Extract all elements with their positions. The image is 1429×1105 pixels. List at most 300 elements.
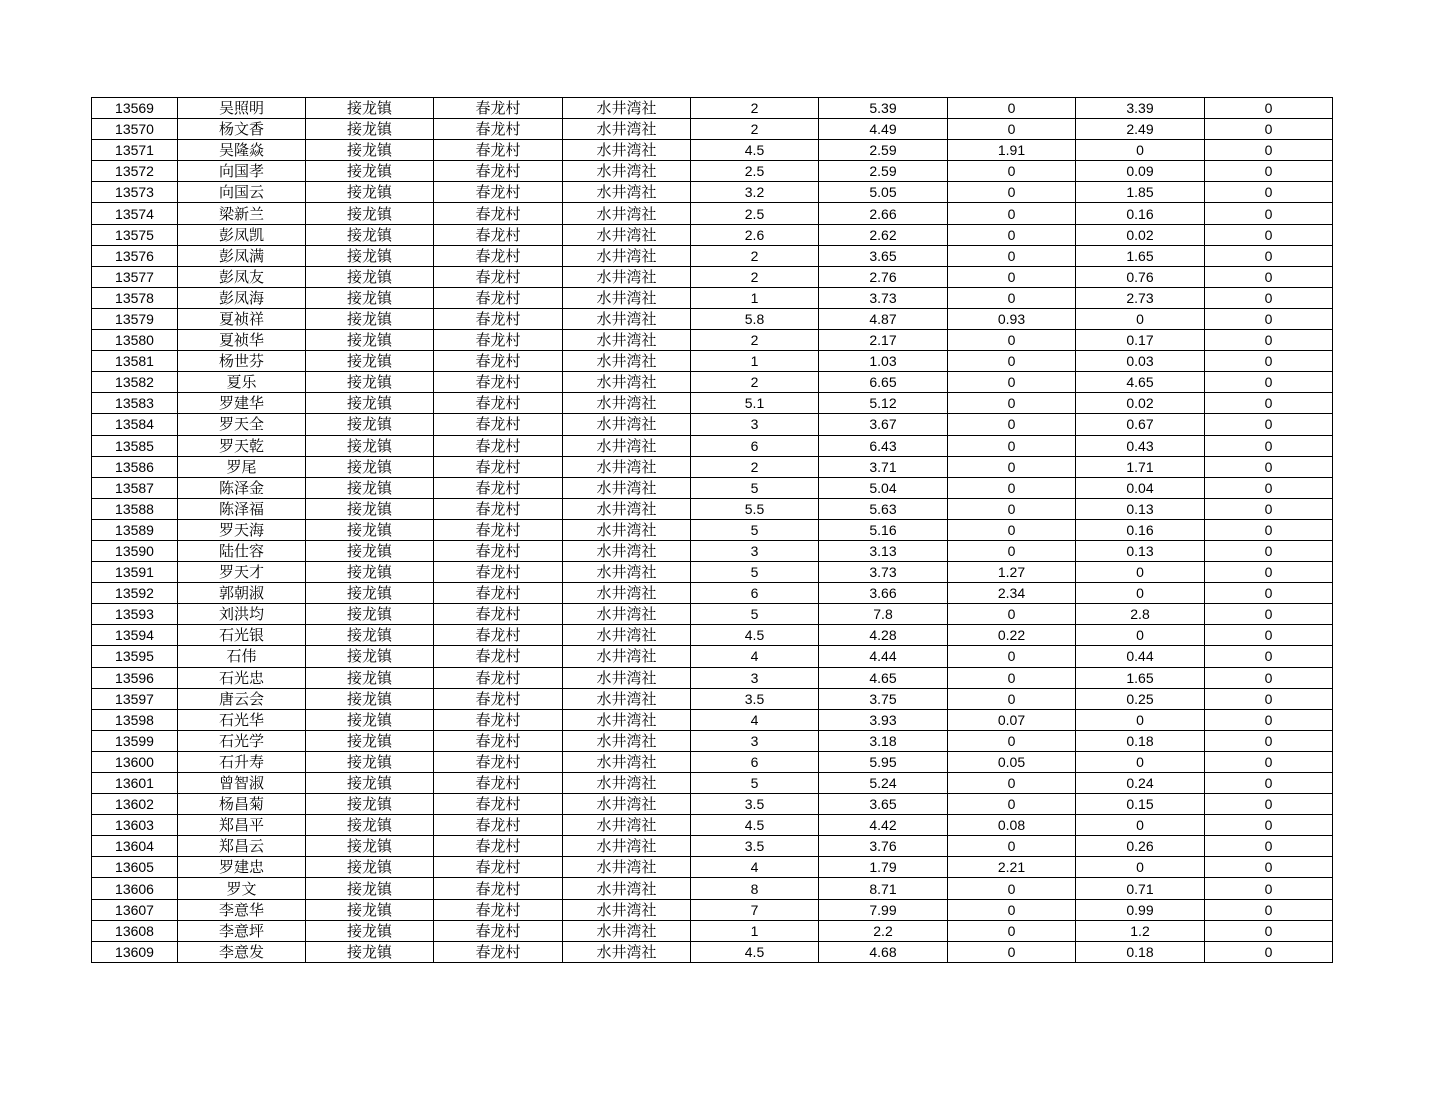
- village-cell: 春龙村: [434, 941, 563, 962]
- table-row: [92, 477, 1333, 498]
- value-2-cell: 2.59: [819, 140, 948, 161]
- value-1-cell: 2: [691, 330, 819, 351]
- village-cell: 春龙村: [434, 667, 563, 688]
- value-4-cell: 0: [1076, 857, 1205, 878]
- table-row: [92, 393, 1333, 414]
- name-cell: 石光银: [178, 625, 306, 646]
- value-2-cell: 6.65: [819, 372, 948, 393]
- group-cell: 水井湾社: [563, 182, 691, 203]
- value-1-cell: 5: [691, 477, 819, 498]
- value-4-cell: 0.17: [1076, 330, 1205, 351]
- name-cell: 彭凤海: [178, 287, 306, 308]
- record-id-cell: 13591: [92, 562, 178, 583]
- record-id-cell: 13603: [92, 815, 178, 836]
- village-cell: 春龙村: [434, 709, 563, 730]
- village-cell: 春龙村: [434, 456, 563, 477]
- town-cell: 接龙镇: [306, 351, 434, 372]
- village-cell: 春龙村: [434, 287, 563, 308]
- value-3-cell: 0: [948, 540, 1076, 561]
- value-3-cell: 0: [948, 98, 1076, 119]
- value-4-cell: 1.2: [1076, 920, 1205, 941]
- value-3-cell: 0: [948, 435, 1076, 456]
- name-cell: 杨文香: [178, 119, 306, 140]
- village-cell: 春龙村: [434, 519, 563, 540]
- group-cell: 水井湾社: [563, 330, 691, 351]
- town-cell: 接龙镇: [306, 98, 434, 119]
- value-2-cell: 3.76: [819, 836, 948, 857]
- town-cell: 接龙镇: [306, 224, 434, 245]
- name-cell: 石光学: [178, 730, 306, 751]
- value-1-cell: 3: [691, 414, 819, 435]
- table-row: [92, 287, 1333, 308]
- name-cell: 彭凤友: [178, 266, 306, 287]
- town-cell: 接龙镇: [306, 435, 434, 456]
- name-cell: 李意坪: [178, 920, 306, 941]
- value-2-cell: 3.75: [819, 688, 948, 709]
- value-2-cell: 6.43: [819, 435, 948, 456]
- value-4-cell: 0.02: [1076, 393, 1205, 414]
- value-3-cell: 0: [948, 773, 1076, 794]
- town-cell: 接龙镇: [306, 266, 434, 287]
- value-5-cell: 0: [1205, 562, 1333, 583]
- value-5-cell: 0: [1205, 98, 1333, 119]
- value-3-cell: 0: [948, 330, 1076, 351]
- record-id-cell: 13573: [92, 182, 178, 203]
- town-cell: 接龙镇: [306, 393, 434, 414]
- value-1-cell: 5.8: [691, 308, 819, 329]
- record-id-cell: 13598: [92, 709, 178, 730]
- record-id-cell: 13605: [92, 857, 178, 878]
- group-cell: 水井湾社: [563, 372, 691, 393]
- value-1-cell: 5.5: [691, 498, 819, 519]
- value-1-cell: 4.5: [691, 625, 819, 646]
- village-cell: 春龙村: [434, 266, 563, 287]
- village-cell: 春龙村: [434, 562, 563, 583]
- town-cell: 接龙镇: [306, 498, 434, 519]
- value-1-cell: 1: [691, 287, 819, 308]
- village-cell: 春龙村: [434, 815, 563, 836]
- value-3-cell: 0: [948, 393, 1076, 414]
- record-id-cell: 13592: [92, 583, 178, 604]
- record-id-cell: 13601: [92, 773, 178, 794]
- value-2-cell: 2.2: [819, 920, 948, 941]
- value-2-cell: 2.62: [819, 224, 948, 245]
- record-id-cell: 13570: [92, 119, 178, 140]
- table-row: [92, 435, 1333, 456]
- group-cell: 水井湾社: [563, 688, 691, 709]
- name-cell: 吴照明: [178, 98, 306, 119]
- value-4-cell: 0.16: [1076, 203, 1205, 224]
- group-cell: 水井湾社: [563, 878, 691, 899]
- record-id-cell: 13584: [92, 414, 178, 435]
- value-3-cell: 0: [948, 646, 1076, 667]
- value-3-cell: 0: [948, 498, 1076, 519]
- value-2-cell: 3.18: [819, 730, 948, 751]
- value-1-cell: 3: [691, 730, 819, 751]
- group-cell: 水井湾社: [563, 266, 691, 287]
- value-3-cell: 0: [948, 351, 1076, 372]
- name-cell: 李意发: [178, 941, 306, 962]
- value-1-cell: 5: [691, 773, 819, 794]
- value-1-cell: 2: [691, 372, 819, 393]
- value-3-cell: 1.91: [948, 140, 1076, 161]
- village-cell: 春龙村: [434, 540, 563, 561]
- value-3-cell: 0: [948, 287, 1076, 308]
- group-cell: 水井湾社: [563, 583, 691, 604]
- table-row: [92, 224, 1333, 245]
- table-row: [92, 308, 1333, 329]
- name-cell: 郭朝淑: [178, 583, 306, 604]
- value-4-cell: 1.65: [1076, 667, 1205, 688]
- name-cell: 杨世芬: [178, 351, 306, 372]
- value-4-cell: 0.13: [1076, 498, 1205, 519]
- value-2-cell: 2.17: [819, 330, 948, 351]
- table-row: [92, 330, 1333, 351]
- value-5-cell: 0: [1205, 351, 1333, 372]
- table-row: [92, 498, 1333, 519]
- value-4-cell: 2.49: [1076, 119, 1205, 140]
- value-4-cell: 4.65: [1076, 372, 1205, 393]
- village-cell: 春龙村: [434, 351, 563, 372]
- value-4-cell: 0.43: [1076, 435, 1205, 456]
- value-5-cell: 0: [1205, 857, 1333, 878]
- table-row: [92, 519, 1333, 540]
- village-cell: 春龙村: [434, 330, 563, 351]
- town-cell: 接龙镇: [306, 203, 434, 224]
- table-row: [92, 119, 1333, 140]
- value-5-cell: 0: [1205, 372, 1333, 393]
- name-cell: 夏乐: [178, 372, 306, 393]
- town-cell: 接龙镇: [306, 330, 434, 351]
- value-3-cell: 0: [948, 794, 1076, 815]
- village-cell: 春龙村: [434, 119, 563, 140]
- group-cell: 水井湾社: [563, 540, 691, 561]
- value-1-cell: 2: [691, 245, 819, 266]
- table-row: [92, 836, 1333, 857]
- value-5-cell: 0: [1205, 393, 1333, 414]
- group-cell: 水井湾社: [563, 287, 691, 308]
- value-3-cell: 0: [948, 899, 1076, 920]
- value-3-cell: 0: [948, 836, 1076, 857]
- record-id-cell: 13569: [92, 98, 178, 119]
- record-id-cell: 13579: [92, 308, 178, 329]
- record-id-cell: 13608: [92, 920, 178, 941]
- town-cell: 接龙镇: [306, 119, 434, 140]
- table-row: [92, 182, 1333, 203]
- value-1-cell: 2: [691, 456, 819, 477]
- value-4-cell: 0.24: [1076, 773, 1205, 794]
- town-cell: 接龙镇: [306, 519, 434, 540]
- name-cell: 刘洪均: [178, 604, 306, 625]
- table-row: [92, 709, 1333, 730]
- value-1-cell: 7: [691, 899, 819, 920]
- value-2-cell: 4.68: [819, 941, 948, 962]
- value-5-cell: 0: [1205, 266, 1333, 287]
- value-4-cell: 1.71: [1076, 456, 1205, 477]
- value-2-cell: 5.24: [819, 773, 948, 794]
- village-cell: 春龙村: [434, 414, 563, 435]
- value-3-cell: 0.22: [948, 625, 1076, 646]
- value-4-cell: 0.71: [1076, 878, 1205, 899]
- value-5-cell: 0: [1205, 773, 1333, 794]
- village-cell: 春龙村: [434, 435, 563, 456]
- town-cell: 接龙镇: [306, 920, 434, 941]
- village-cell: 春龙村: [434, 857, 563, 878]
- group-cell: 水井湾社: [563, 899, 691, 920]
- record-id-cell: 13580: [92, 330, 178, 351]
- table-row: [92, 98, 1333, 119]
- village-cell: 春龙村: [434, 98, 563, 119]
- table-row: [92, 456, 1333, 477]
- value-1-cell: 6: [691, 583, 819, 604]
- record-id-cell: 13586: [92, 456, 178, 477]
- town-cell: 接龙镇: [306, 604, 434, 625]
- record-id-cell: 13602: [92, 794, 178, 815]
- value-3-cell: 1.27: [948, 562, 1076, 583]
- value-5-cell: 0: [1205, 688, 1333, 709]
- village-cell: 春龙村: [434, 140, 563, 161]
- value-3-cell: 0.93: [948, 308, 1076, 329]
- value-4-cell: 0: [1076, 709, 1205, 730]
- table-row: [92, 878, 1333, 899]
- value-5-cell: 0: [1205, 414, 1333, 435]
- value-4-cell: 0: [1076, 583, 1205, 604]
- value-4-cell: 0.18: [1076, 941, 1205, 962]
- name-cell: 陈泽福: [178, 498, 306, 519]
- record-id-cell: 13588: [92, 498, 178, 519]
- village-cell: 春龙村: [434, 583, 563, 604]
- value-4-cell: 0.25: [1076, 688, 1205, 709]
- name-cell: 吴隆焱: [178, 140, 306, 161]
- name-cell: 郑昌云: [178, 836, 306, 857]
- name-cell: 向国孝: [178, 161, 306, 182]
- town-cell: 接龙镇: [306, 667, 434, 688]
- value-4-cell: 0.09: [1076, 161, 1205, 182]
- value-2-cell: 5.16: [819, 519, 948, 540]
- value-1-cell: 4: [691, 857, 819, 878]
- value-2-cell: 3.71: [819, 456, 948, 477]
- group-cell: 水井湾社: [563, 519, 691, 540]
- value-1-cell: 2: [691, 98, 819, 119]
- value-3-cell: 0: [948, 941, 1076, 962]
- value-1-cell: 1: [691, 920, 819, 941]
- value-5-cell: 0: [1205, 941, 1333, 962]
- value-2-cell: 4.42: [819, 815, 948, 836]
- table-row: [92, 794, 1333, 815]
- town-cell: 接龙镇: [306, 646, 434, 667]
- village-cell: 春龙村: [434, 751, 563, 772]
- value-1-cell: 4: [691, 709, 819, 730]
- name-cell: 罗尾: [178, 456, 306, 477]
- value-5-cell: 0: [1205, 519, 1333, 540]
- record-id-cell: 13582: [92, 372, 178, 393]
- value-5-cell: 0: [1205, 224, 1333, 245]
- value-2-cell: 3.67: [819, 414, 948, 435]
- group-cell: 水井湾社: [563, 224, 691, 245]
- name-cell: 杨昌菊: [178, 794, 306, 815]
- name-cell: 彭凤满: [178, 245, 306, 266]
- record-id-cell: 13596: [92, 667, 178, 688]
- value-1-cell: 2: [691, 266, 819, 287]
- value-4-cell: 0: [1076, 815, 1205, 836]
- table-row: [92, 583, 1333, 604]
- value-1-cell: 4.5: [691, 941, 819, 962]
- village-cell: 春龙村: [434, 182, 563, 203]
- town-cell: 接龙镇: [306, 140, 434, 161]
- record-id-cell: 13589: [92, 519, 178, 540]
- value-5-cell: 0: [1205, 815, 1333, 836]
- value-5-cell: 0: [1205, 899, 1333, 920]
- value-1-cell: 3.5: [691, 794, 819, 815]
- value-4-cell: 0.67: [1076, 414, 1205, 435]
- value-4-cell: 0.16: [1076, 519, 1205, 540]
- table-row: [92, 245, 1333, 266]
- value-5-cell: 0: [1205, 140, 1333, 161]
- name-cell: 石升寿: [178, 751, 306, 772]
- record-id-cell: 13574: [92, 203, 178, 224]
- table-row: [92, 857, 1333, 878]
- town-cell: 接龙镇: [306, 773, 434, 794]
- group-cell: 水井湾社: [563, 140, 691, 161]
- value-4-cell: 0: [1076, 140, 1205, 161]
- record-id-cell: 13571: [92, 140, 178, 161]
- record-id-cell: 13607: [92, 899, 178, 920]
- group-cell: 水井湾社: [563, 751, 691, 772]
- value-3-cell: 0: [948, 604, 1076, 625]
- name-cell: 石伟: [178, 646, 306, 667]
- value-1-cell: 5: [691, 562, 819, 583]
- record-id-cell: 13578: [92, 287, 178, 308]
- village-cell: 春龙村: [434, 920, 563, 941]
- village-cell: 春龙村: [434, 203, 563, 224]
- value-4-cell: 0.26: [1076, 836, 1205, 857]
- table-row: [92, 920, 1333, 941]
- village-cell: 春龙村: [434, 773, 563, 794]
- value-3-cell: 0.05: [948, 751, 1076, 772]
- value-1-cell: 1: [691, 351, 819, 372]
- town-cell: 接龙镇: [306, 456, 434, 477]
- value-1-cell: 6: [691, 435, 819, 456]
- value-4-cell: 0: [1076, 562, 1205, 583]
- table-row: [92, 540, 1333, 561]
- value-3-cell: 0: [948, 878, 1076, 899]
- value-2-cell: 3.65: [819, 245, 948, 266]
- group-cell: 水井湾社: [563, 709, 691, 730]
- value-5-cell: 0: [1205, 540, 1333, 561]
- value-2-cell: 4.65: [819, 667, 948, 688]
- value-1-cell: 2.6: [691, 224, 819, 245]
- table-row: [92, 899, 1333, 920]
- table-row: [92, 667, 1333, 688]
- village-cell: 春龙村: [434, 836, 563, 857]
- record-id-cell: 13599: [92, 730, 178, 751]
- value-3-cell: 0: [948, 372, 1076, 393]
- value-3-cell: 0: [948, 920, 1076, 941]
- name-cell: 罗天海: [178, 519, 306, 540]
- group-cell: 水井湾社: [563, 625, 691, 646]
- value-4-cell: 0.13: [1076, 540, 1205, 561]
- value-2-cell: 3.73: [819, 287, 948, 308]
- town-cell: 接龙镇: [306, 583, 434, 604]
- value-4-cell: 1.85: [1076, 182, 1205, 203]
- value-3-cell: 0.07: [948, 709, 1076, 730]
- town-cell: 接龙镇: [306, 815, 434, 836]
- value-4-cell: 0.18: [1076, 730, 1205, 751]
- name-cell: 罗建华: [178, 393, 306, 414]
- table-row: [92, 751, 1333, 772]
- value-1-cell: 3: [691, 540, 819, 561]
- value-2-cell: 2.59: [819, 161, 948, 182]
- town-cell: 接龙镇: [306, 857, 434, 878]
- value-5-cell: 0: [1205, 182, 1333, 203]
- group-cell: 水井湾社: [563, 857, 691, 878]
- value-4-cell: 2.73: [1076, 287, 1205, 308]
- value-4-cell: 0.99: [1076, 899, 1205, 920]
- value-4-cell: 0.03: [1076, 351, 1205, 372]
- value-1-cell: 5: [691, 519, 819, 540]
- group-cell: 水井湾社: [563, 920, 691, 941]
- value-3-cell: 0: [948, 519, 1076, 540]
- value-3-cell: 0.08: [948, 815, 1076, 836]
- value-3-cell: 0: [948, 161, 1076, 182]
- group-cell: 水井湾社: [563, 667, 691, 688]
- village-cell: 春龙村: [434, 161, 563, 182]
- value-2-cell: 1.79: [819, 857, 948, 878]
- town-cell: 接龙镇: [306, 625, 434, 646]
- village-cell: 春龙村: [434, 899, 563, 920]
- group-cell: 水井湾社: [563, 435, 691, 456]
- value-4-cell: 0.44: [1076, 646, 1205, 667]
- value-1-cell: 8: [691, 878, 819, 899]
- record-id-cell: 13597: [92, 688, 178, 709]
- value-2-cell: 5.63: [819, 498, 948, 519]
- town-cell: 接龙镇: [306, 540, 434, 561]
- value-3-cell: 2.34: [948, 583, 1076, 604]
- group-cell: 水井湾社: [563, 836, 691, 857]
- value-5-cell: 0: [1205, 287, 1333, 308]
- value-2-cell: 2.66: [819, 203, 948, 224]
- value-5-cell: 0: [1205, 646, 1333, 667]
- value-3-cell: 0: [948, 224, 1076, 245]
- town-cell: 接龙镇: [306, 161, 434, 182]
- value-3-cell: 0: [948, 266, 1076, 287]
- town-cell: 接龙镇: [306, 941, 434, 962]
- value-5-cell: 0: [1205, 435, 1333, 456]
- value-3-cell: 0: [948, 414, 1076, 435]
- name-cell: 曾智淑: [178, 773, 306, 794]
- table-row: [92, 646, 1333, 667]
- name-cell: 李意华: [178, 899, 306, 920]
- town-cell: 接龙镇: [306, 878, 434, 899]
- group-cell: 水井湾社: [563, 562, 691, 583]
- value-1-cell: 4: [691, 646, 819, 667]
- value-3-cell: 0: [948, 245, 1076, 266]
- town-cell: 接龙镇: [306, 308, 434, 329]
- value-2-cell: 3.73: [819, 562, 948, 583]
- village-cell: 春龙村: [434, 308, 563, 329]
- town-cell: 接龙镇: [306, 836, 434, 857]
- record-id-cell: 13600: [92, 751, 178, 772]
- value-2-cell: 5.05: [819, 182, 948, 203]
- town-cell: 接龙镇: [306, 730, 434, 751]
- value-2-cell: 4.44: [819, 646, 948, 667]
- value-3-cell: 0: [948, 119, 1076, 140]
- value-5-cell: 0: [1205, 477, 1333, 498]
- value-2-cell: 5.95: [819, 751, 948, 772]
- group-cell: 水井湾社: [563, 308, 691, 329]
- name-cell: 郑昌平: [178, 815, 306, 836]
- value-5-cell: 0: [1205, 330, 1333, 351]
